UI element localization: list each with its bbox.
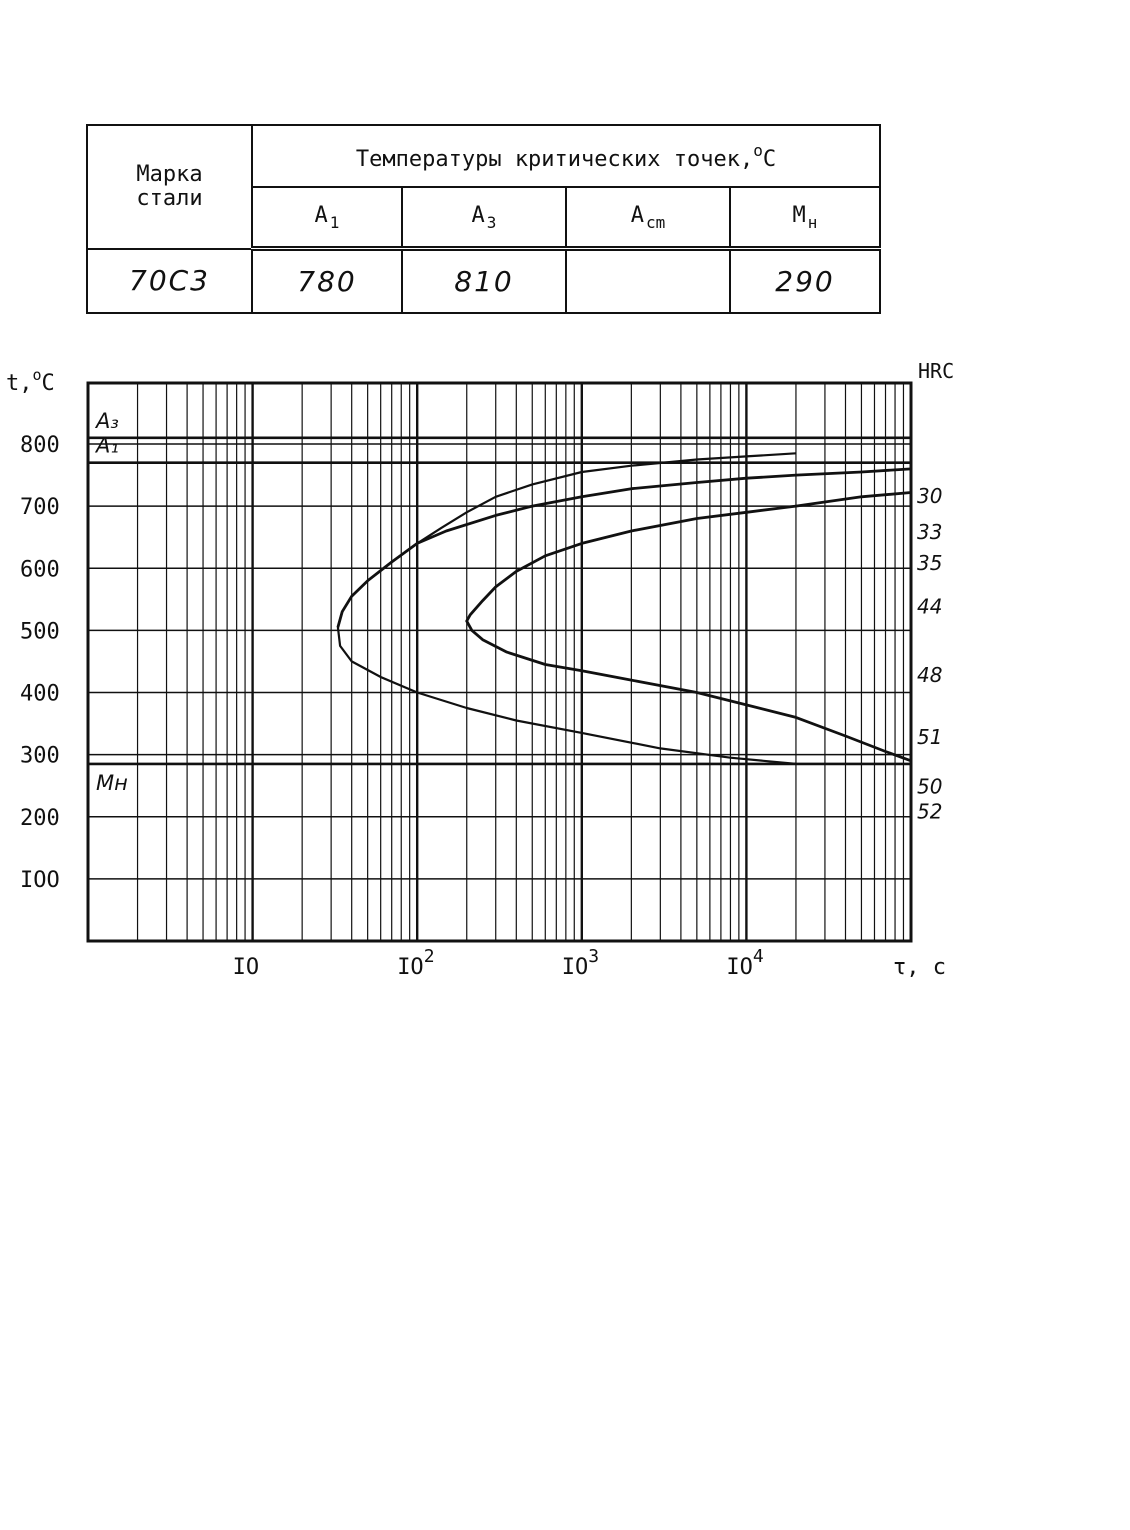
hrc-axis-label: HRC <box>918 359 955 383</box>
critical-line-label: A₁ <box>96 433 119 458</box>
steel-grade-value: 70С3 <box>129 264 210 297</box>
col-a3-base: A <box>471 202 485 228</box>
y-tick-label: 600 <box>20 557 60 583</box>
steel-grade-header-label: Марка стали <box>136 161 203 211</box>
x-tick-label: IO <box>232 955 260 980</box>
x-axis-label: τ, c <box>893 955 946 980</box>
y-tick-label: 400 <box>20 681 60 707</box>
transformation-curve <box>467 493 911 761</box>
col-a1-sub: 1 <box>329 212 340 232</box>
hrc-label: 44 <box>917 594 943 619</box>
critical-lines <box>88 409 911 795</box>
mn-value: 290 <box>775 264 835 298</box>
col-mn-base: M <box>792 202 806 228</box>
hrc-label: 48 <box>917 662 943 687</box>
hrc-label: 33 <box>917 519 943 544</box>
col-mn-sub: н <box>807 212 818 232</box>
y-tick-label: 800 <box>20 433 60 458</box>
critical-line-label: A₃ <box>96 408 119 433</box>
x-tick-label: $IO^4$ <box>726 946 764 980</box>
grid <box>20 383 911 980</box>
col-a1-base: A <box>314 202 328 228</box>
critical-temps-header-label: Температуры критических точек, <box>355 146 754 172</box>
critical-line-label: Mн <box>96 770 128 795</box>
critical-temps-degree: о <box>753 140 763 160</box>
critical-temps-unit: C <box>762 146 777 172</box>
y-tick-label: 200 <box>20 805 60 831</box>
hrc-label: 52 <box>917 799 943 824</box>
hrc-label: 35 <box>917 551 943 576</box>
plot-frame <box>88 383 911 941</box>
a3-value: 810 <box>454 264 514 298</box>
col-a3-sub: 3 <box>486 212 497 232</box>
hrc-label: 50 <box>917 774 943 799</box>
y-tick-label: 300 <box>20 743 60 769</box>
y-axis-label: t,$^o$C <box>6 366 55 396</box>
col-acm-sub: cm <box>645 212 666 232</box>
y-tick-label: 500 <box>20 619 60 645</box>
col-acm-base: A <box>630 202 644 228</box>
axis-labels <box>6 359 954 980</box>
a1-value: 780 <box>297 264 357 298</box>
y-tick-label: IOO <box>20 867 60 893</box>
x-tick-label: $IO^2$ <box>397 946 435 980</box>
hrc-label: 30 <box>917 483 943 508</box>
hrc-label: 51 <box>917 724 943 749</box>
x-tick-label: $IO^3$ <box>561 946 600 980</box>
y-tick-label: 700 <box>20 495 60 521</box>
